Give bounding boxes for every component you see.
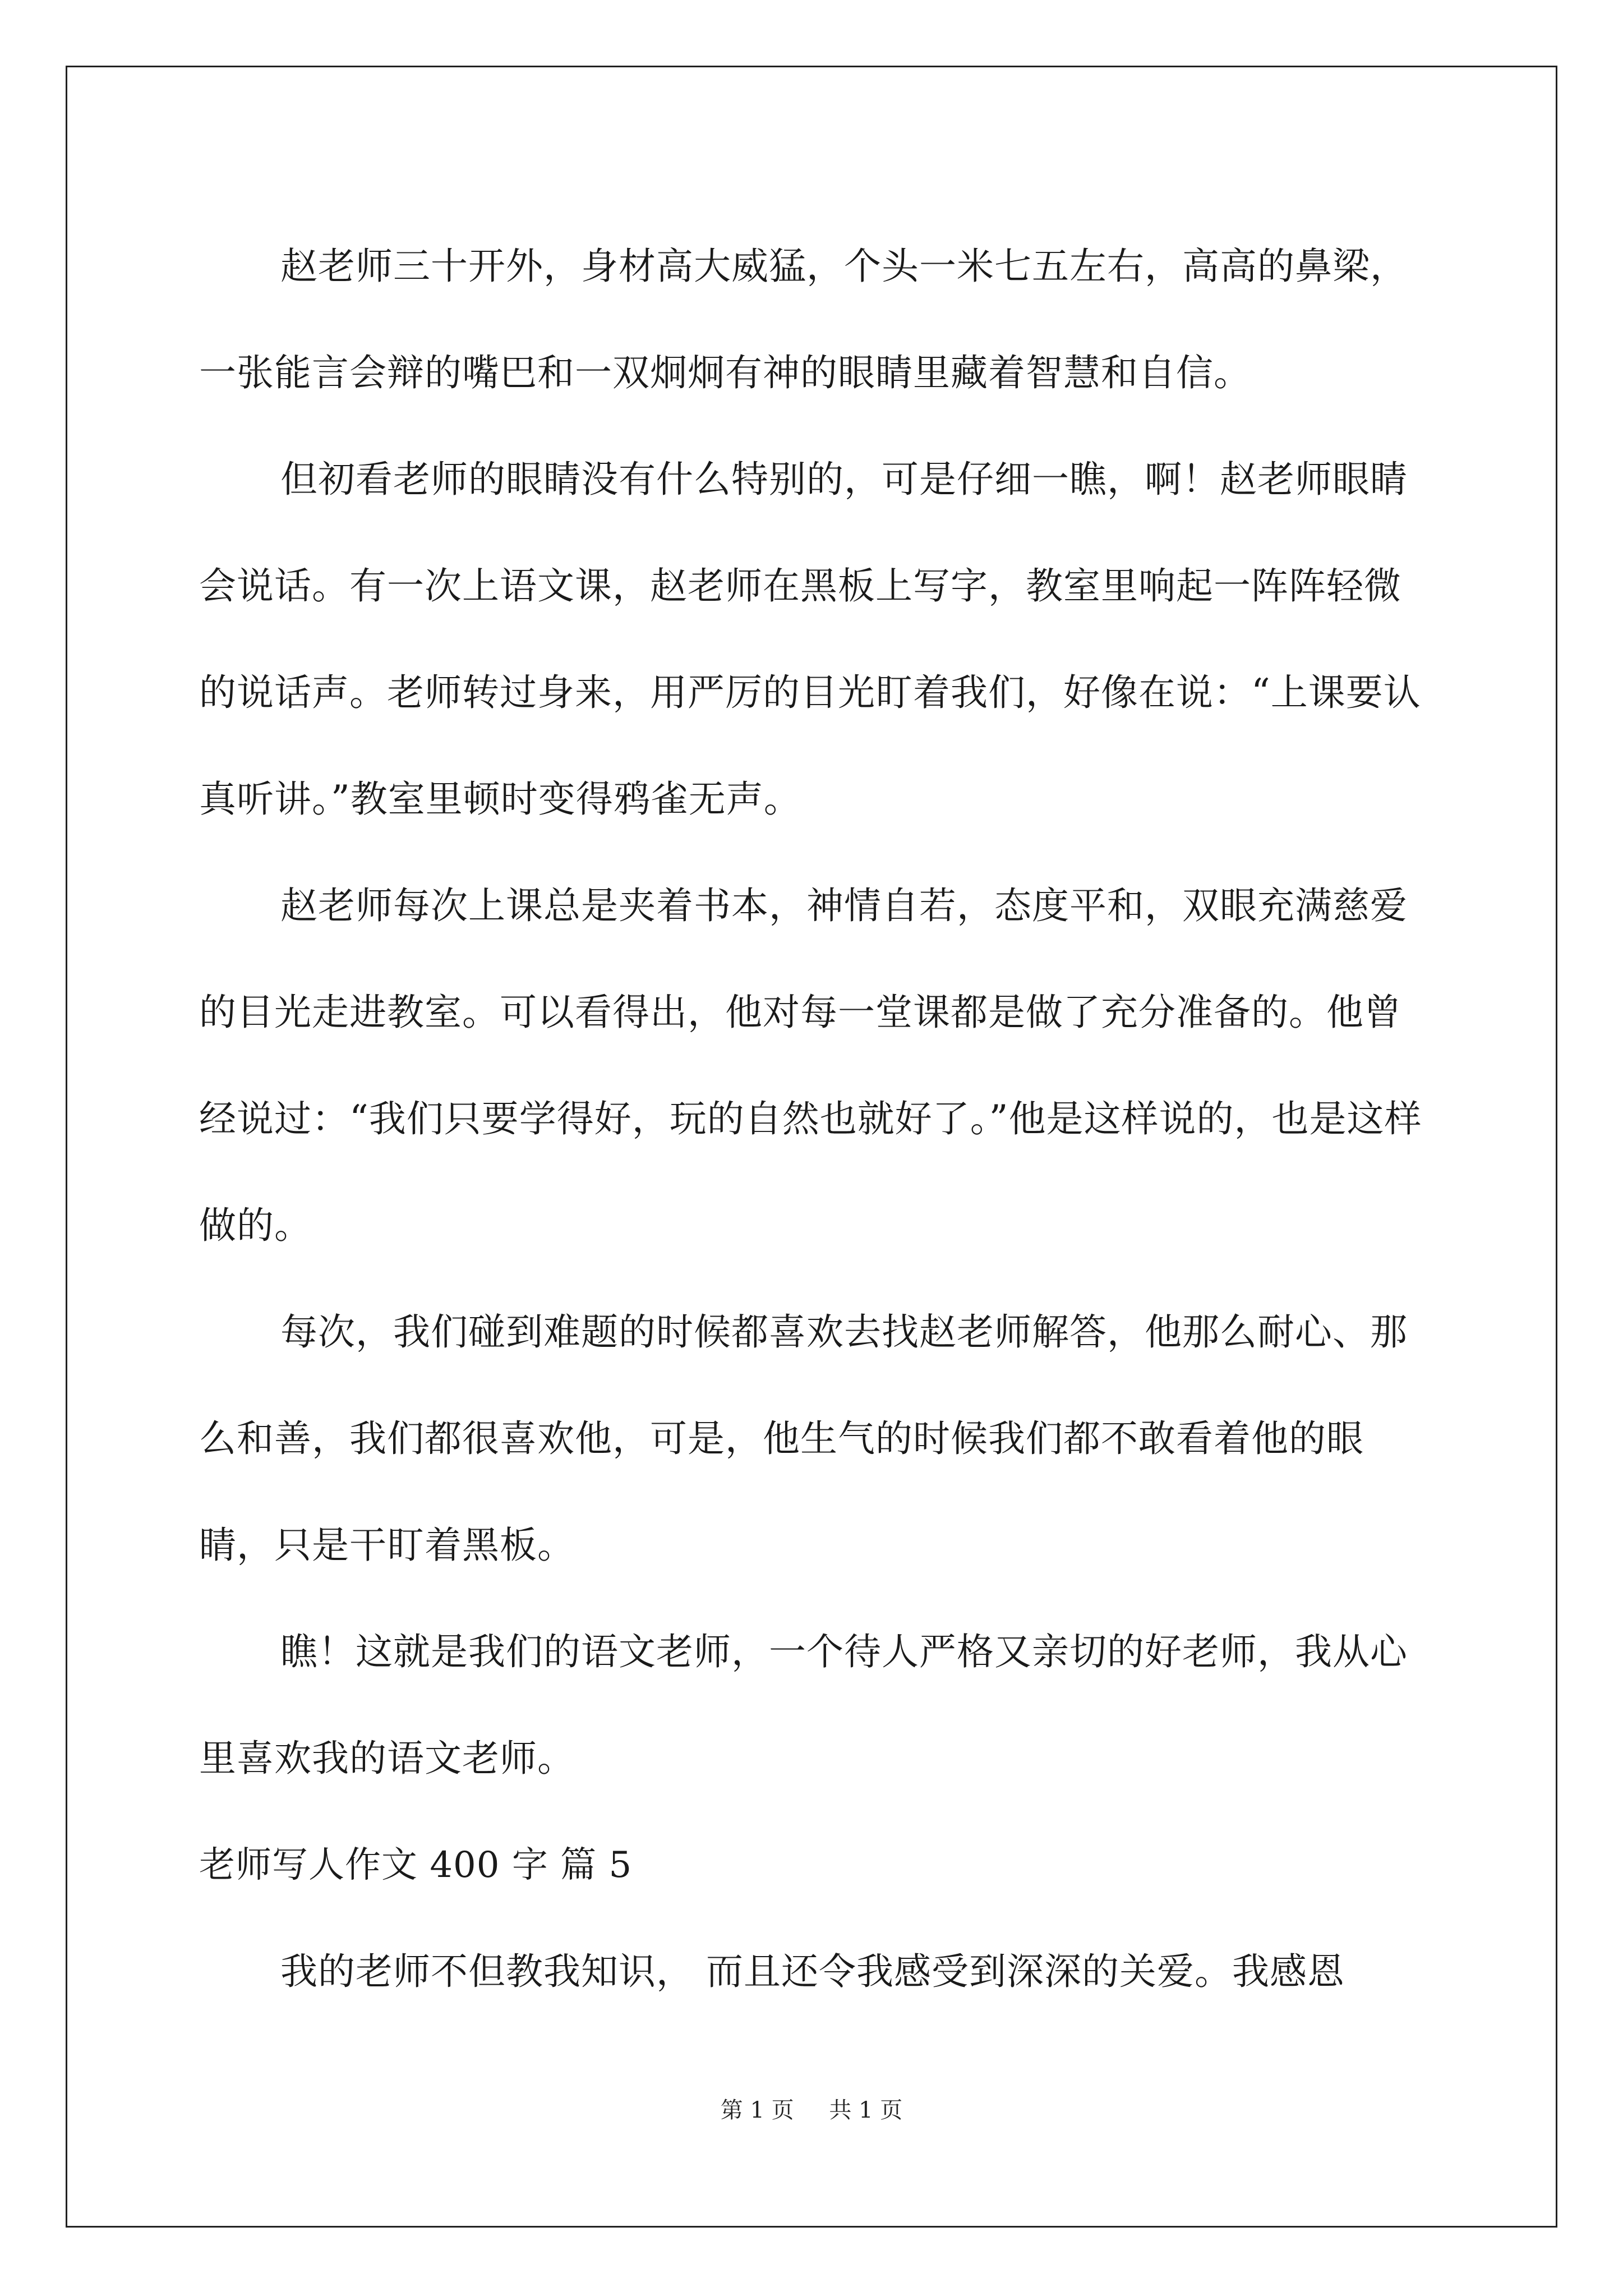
paragraph-1: 赵老师三十开外，身材高大威猛，个头一米七五左右，高高的鼻梁，一张能言会辩的嘴巴和一双炯炯有神的眼睛里藏着智慧和自信。 bbox=[199, 245, 1408, 394]
paragraph-3: 赵老师每次上课总是夹着书本，神情自若，态度平和，双眼充满慈爱的目光走进教室。可以看得出，他对每一堂课都是做了充分准备的。他曾经说过：“我们只要学得好，玩的自然也就好了。”他是这样说的，也是这样做的。 bbox=[199, 884, 1422, 1247]
paragraph-2: 但初看老师的眼睛没有什么特别的，可是仔细一瞧，啊！赵老师眼睛会说话。有一次上语文课，赵老师在黑板上写字，教室里响起一阵阵轻微的说话声。老师转过身来，用严厉的目光盯着我们，好像在说：“上课要认真听讲。”教室里顿时变得鸦雀无声。 bbox=[199, 458, 1421, 821]
section-heading: 老师写人作文 400 字 篇 5 bbox=[199, 1844, 633, 1886]
document-body bbox=[199, 213, 1433, 2025]
paragraph-4: 每次，我们碰到难题的时候都喜欢去找赵老师解答，他那么耐心、那么和善，我们都很喜欢他，可是，他生气的时候我们都不敢看着他的眼睛，只是干盯着黑板。 bbox=[199, 1310, 1408, 1567]
page-total: 共 1 页 bbox=[829, 2097, 903, 2123]
paragraph-6: 我的老师不但教我知识， 而且还令我感受到深深的关爱。我感恩 bbox=[280, 1950, 1345, 1993]
paragraph-5: 瞧！这就是我们的语文老师，一个待人严格又亲切的好老师，我从心里喜欢我的语文老师。 bbox=[199, 1630, 1408, 1780]
page-footer bbox=[0, 2092, 1623, 2124]
page-number: 第 1 页 bbox=[720, 2097, 794, 2123]
